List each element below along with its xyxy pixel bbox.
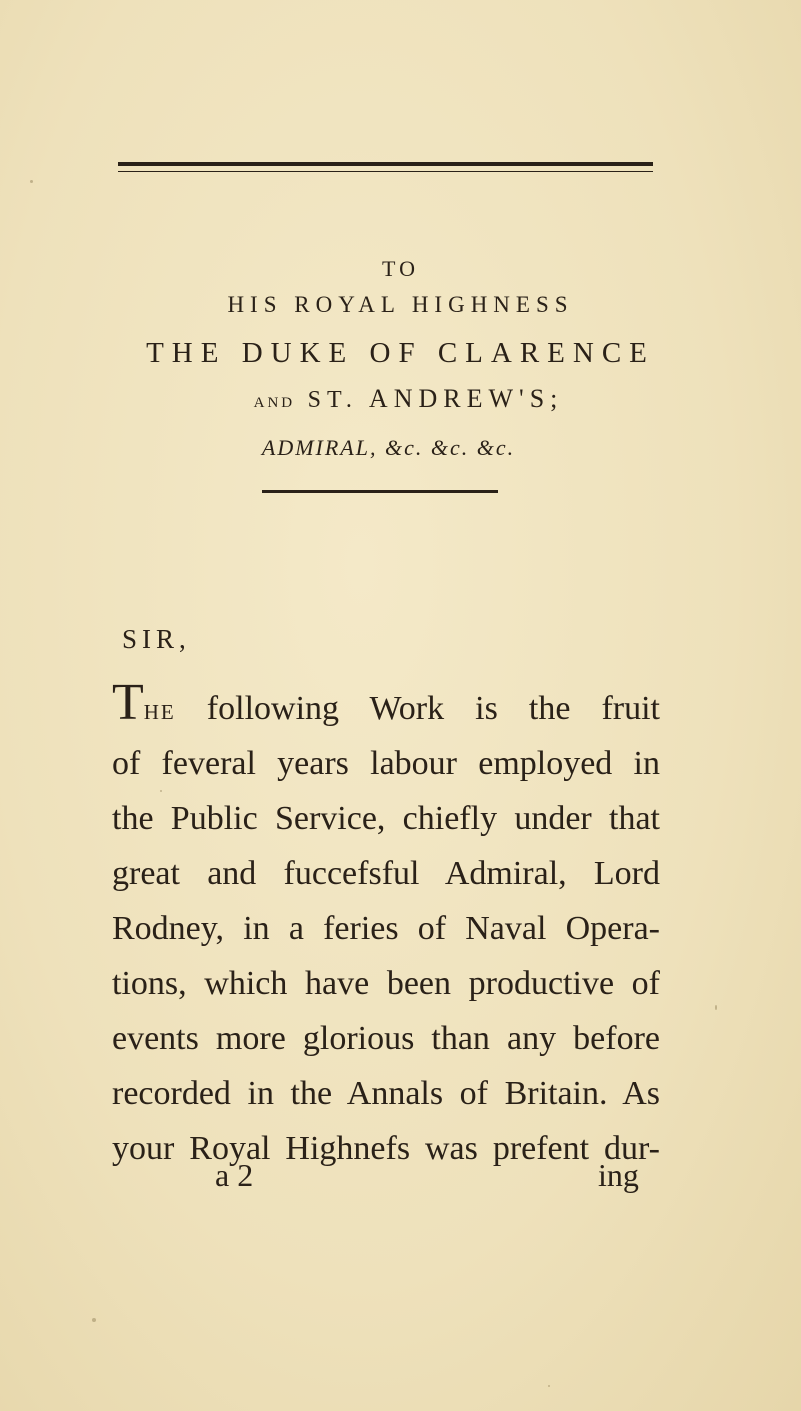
catchword: ing	[598, 1157, 639, 1193]
body-line: Rodney, in a feries of Naval Opera-	[112, 910, 660, 947]
paper-speck	[548, 1385, 550, 1387]
paper-speck	[92, 1318, 96, 1322]
body-line: great and fuccefsful Admiral, Lord	[112, 855, 660, 892]
dedication-admiral: ADMIRAL, &c. &c. &c.	[261, 435, 516, 460]
body-line: events more glorious than any before	[112, 1020, 660, 1057]
body-line: the Public Service, chiefly under that	[112, 800, 660, 837]
dedication-his-royal-highness: HIS ROYAL HIGHNESS	[227, 292, 574, 317]
first-line-text: following Work is the fruit	[175, 690, 660, 727]
dedication-st-andrews	[8, 384, 801, 414]
dedication-duke-of-clarence: THE DUKE OF CLARENCE	[146, 337, 655, 369]
dedication-andrews: ANDREW'S;	[368, 384, 564, 413]
first-small-caps: HE	[143, 700, 176, 724]
body-line: tions, which have been productive of	[112, 965, 660, 1002]
top-double-rule	[118, 162, 653, 166]
salutation: SIR,	[122, 624, 191, 654]
drop-cap: T	[112, 674, 144, 731]
paper-speck	[160, 790, 162, 792]
dedication-to: TO	[382, 256, 419, 281]
signature-mark: a 2	[215, 1157, 254, 1193]
body-line: your Royal Highnefs was prefent dur-	[112, 1130, 660, 1167]
paper-speck	[715, 1005, 717, 1010]
dedication-and-word: AND	[253, 395, 296, 411]
dedication-saint: ST.	[307, 387, 358, 413]
section-rule	[262, 490, 498, 493]
body-line-first	[112, 674, 660, 736]
paper-speck	[30, 180, 33, 183]
dedication-body	[112, 674, 660, 1176]
body-line: recorded in the Annals of Britain. As	[112, 1075, 660, 1112]
body-line: of feveral years labour employed in	[112, 745, 660, 782]
